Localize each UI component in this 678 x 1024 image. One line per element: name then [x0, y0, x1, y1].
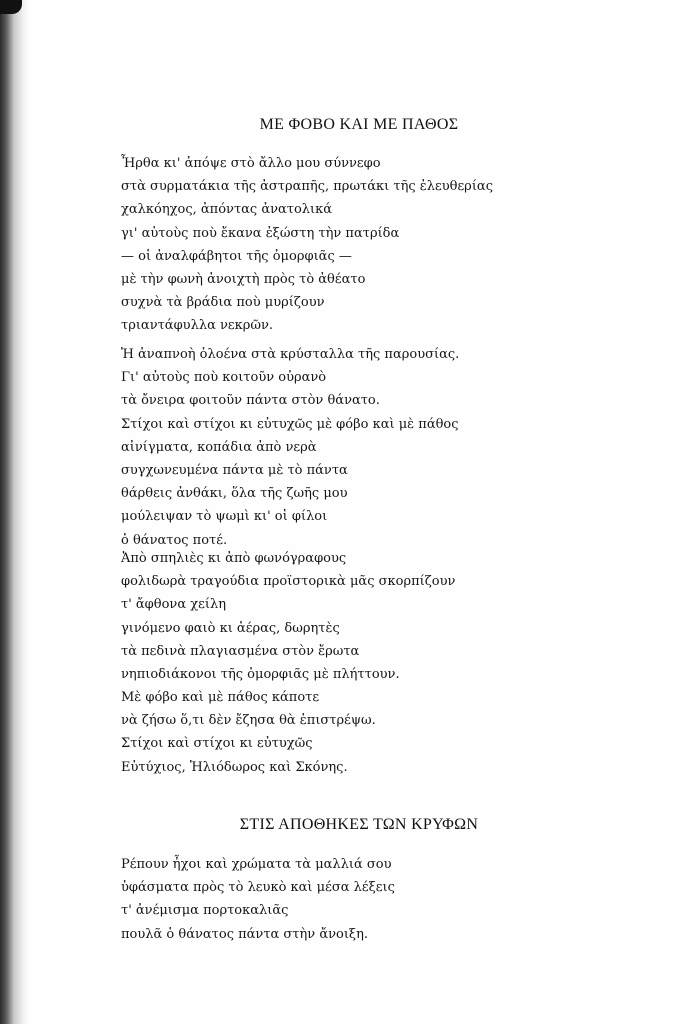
poem-line: Γι' αὐτοὺς ποὺ κοιτοῦν οὐρανὸ — [121, 370, 327, 386]
poem-line: πουλᾶ ὁ θάνατος πάντα στὴν ἄνοιξη. — [121, 926, 369, 942]
poem-stanza — [121, 686, 641, 779]
poem-line: τὰ πεδινὰ πλαγιασμένα στὸν ἔρωτα — [121, 643, 360, 659]
poem-stanza — [121, 853, 641, 946]
poem-line: ὑφάσματα πρὸς τὸ λευκὸ καὶ μέσα λέξεις — [121, 880, 395, 896]
poem-line: Στίχοι καὶ στίχοι κι εὐτυχῶς — [121, 736, 313, 752]
poem-line: θάρθεις ἀνθάκι, ὅλα τῆς ζωῆς μου — [121, 486, 348, 502]
poem-line: Μὲ φόβο καὶ μὲ πάθος κάποτε — [121, 690, 320, 705]
poem-line: τὰ ὄνειρα φοιτοῦν πάντα στὸν θάνατο. — [121, 393, 380, 409]
poem-line: στὰ συρματάκια τῆς ἀστραπῆς, πρωτάκι τῆς ἐλευθερίας — [121, 179, 493, 195]
poem-line: Ἦρθα κι' ἀπόψε στὸ ἄλλο μου σύννεφο — [121, 156, 381, 171]
poem-line: αἰνίγματα, κοπάδια ἀπὸ νερὰ — [121, 439, 317, 455]
poem-line: τ' ἀνέμισμα πορτοκαλιᾶς — [121, 903, 289, 919]
poem-line: τ' ἄφθονα χείλη — [121, 597, 226, 613]
poem-line: Ἀπὸ σπηλιὲς κι ἀπὸ φωνόγραφους — [121, 551, 347, 566]
poem-line: συχνὰ τὰ βράδια ποὺ μυρίζουν — [121, 295, 325, 311]
poem-line: Εὐτύχιος, Ἡλιόδωρος καὶ Σκόνης. — [121, 759, 348, 775]
poem-line: Ἡ ἀναπνοὴ ὁλοένα στὰ κρύσταλλα τῆς παρουσίας. — [121, 347, 460, 362]
poem-line: συγχωνευμένα πάντα μὲ τὸ πάντα — [121, 463, 348, 479]
poem-title: ΣΤΙΣ ΑΠΟΘΗΚΕΣ ΤΩΝ ΚΡΥΦΩΝ — [239, 816, 479, 833]
poem-title: ΜΕ ΦΟΒΟ ΚΑΙ ΜΕ ΠΑΘΟΣ — [259, 116, 459, 133]
poem-line: ὁ θάνατος ποτέ. — [121, 532, 228, 548]
poem-stanza — [121, 547, 641, 686]
binding-shadow — [0, 0, 30, 1024]
poem-line: τριαντάφυλλα νεκρῶν. — [121, 318, 274, 334]
poem-line: φολιδωρὰ τραγούδια προϊστορικὰ μᾶς σκορπίζουν — [121, 574, 456, 590]
poem-line: νηπιοδιάκονοι τῆς ὀμορφιᾶς μὲ πλήττουν. — [121, 667, 400, 683]
poem-stanza — [121, 152, 641, 338]
poem-line: Στίχοι καὶ στίχοι κι εὐτυχῶς μὲ φόβο καὶ μὲ πάθος — [121, 416, 459, 432]
poem-line: νὰ ζήσω ὅ,τι δὲν ἔζησα θὰ ἐπιστρέψω. — [121, 713, 376, 729]
poem-line: χαλκόηχος, ἀπόντας ἀνατολικά — [121, 202, 333, 218]
poem-line: Ρέπουν ἦχοι καὶ χρώματα τὰ μαλλιά σου — [121, 857, 392, 872]
poem-line: γι' αὐτοὺς ποὺ ἔκανα ἐξώστη τὴν πατρίδα — [121, 225, 400, 241]
poem-line: γινόμενο φαιὸ κι ἀέρας, δωρητὲς — [121, 620, 340, 636]
poem-stanza — [121, 343, 641, 552]
poem-line: μούλειψαν τὸ ψωμὶ κι' οἱ φίλοι — [121, 509, 328, 525]
poem-line: μὲ τὴν φωνὴ ἀνοιχτὴ πρὸς τὸ ἀθέατο — [121, 272, 366, 288]
poem-line: — οἱ ἀναλφάβητοι τῆς ὀμορφιᾶς — — [121, 248, 352, 264]
